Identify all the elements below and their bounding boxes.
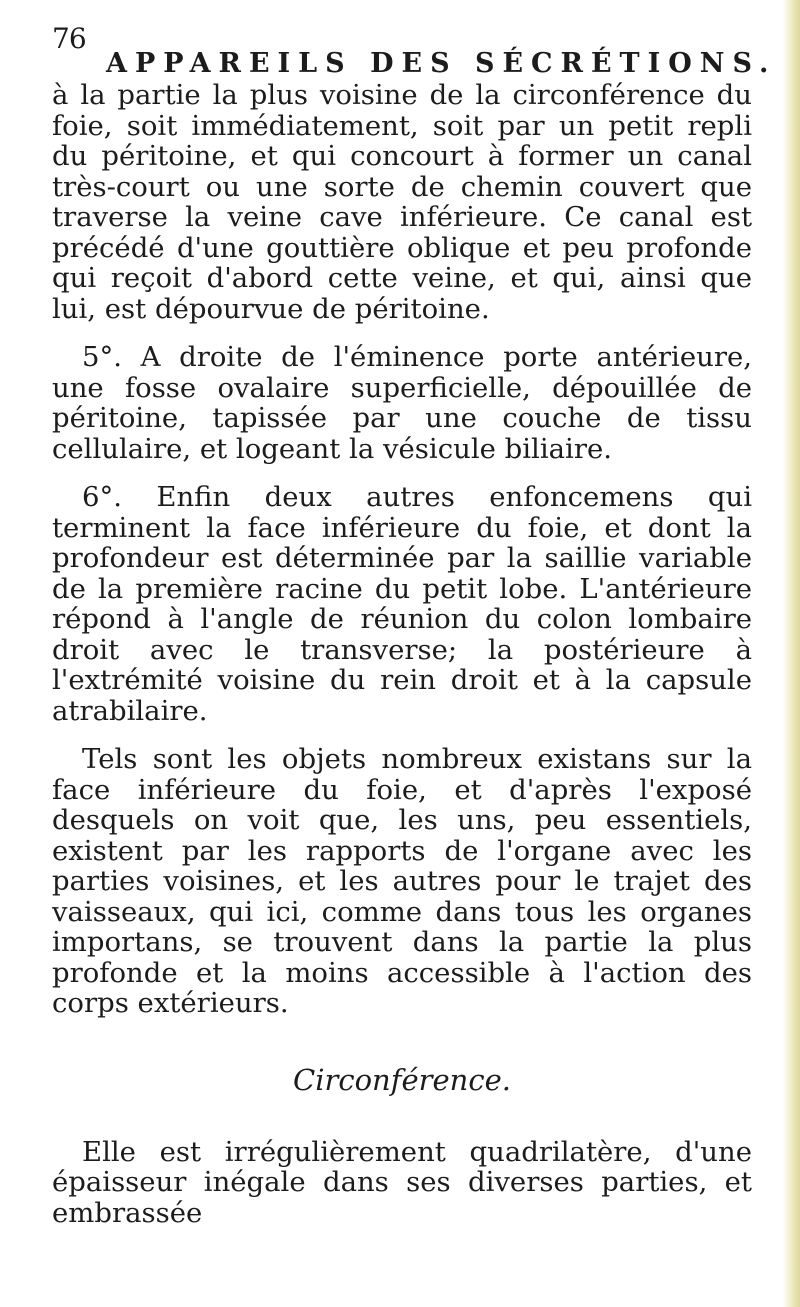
paragraph-1: à la partie la plus voisine de la circonférence du foie, soit immédiatement, soit par un petit repli du péritoine, et qui concourt à former un canal très-court ou une sorte de chemin couvert que traverse la veine cave inférieure. Ce canal est précédé d'une gouttière oblique et peu profonde qui reçoit d'abord cette veine, et qui, ainsi que lui, est dépourvue de péritoine. <box>52 79 752 325</box>
paragraph-3: 6°. Enfin deux autres enfoncemens qui terminent la face inférieure du foie, et dont la profondeur est déterminée par la saillie variable de la première racine du petit lobe. L'antérieure répond à l'angle de réunion du colon lombaire droit avec le transverse; la postérieure à l'extrémité voisine du rein droit et à la capsule atrabilaire. <box>52 481 752 727</box>
section-title: Circonférence. <box>293 1062 511 1097</box>
page-number: 76 <box>52 22 86 55</box>
page-edge <box>782 0 800 1307</box>
page-header <box>52 22 777 82</box>
paragraph-5: Elle est irrégulièrement quadrilatère, d'une épaisseur inégale dans ses diverses parties, et embrassée <box>52 1135 752 1229</box>
page-body <box>52 80 752 1228</box>
paragraph-4: Tels sont les objets nombreux existans sur la face inférieure du foie, et d'après l'exposé desquels on voit que, les uns, peu essentiels, existent par les rapports de l'organe avec les parties voisines, et les autres pour le trajet des vaisseaux, qui ici, comme dans tous les organes importans, se trouvent dans la partie la plus profonde et la moins accessible à l'action des corps extérieurs. <box>52 743 752 1019</box>
paragraph-2: 5°. A droite de l'éminence porte antérieure, une fosse ovalaire superficielle, dépouillée de péritoine, tapissée par une couche de tissu cellulaire, et logeant la vésicule biliaire. <box>52 341 752 465</box>
running-head: APPAREILS DES SÉCRÉTIONS. <box>106 48 777 79</box>
